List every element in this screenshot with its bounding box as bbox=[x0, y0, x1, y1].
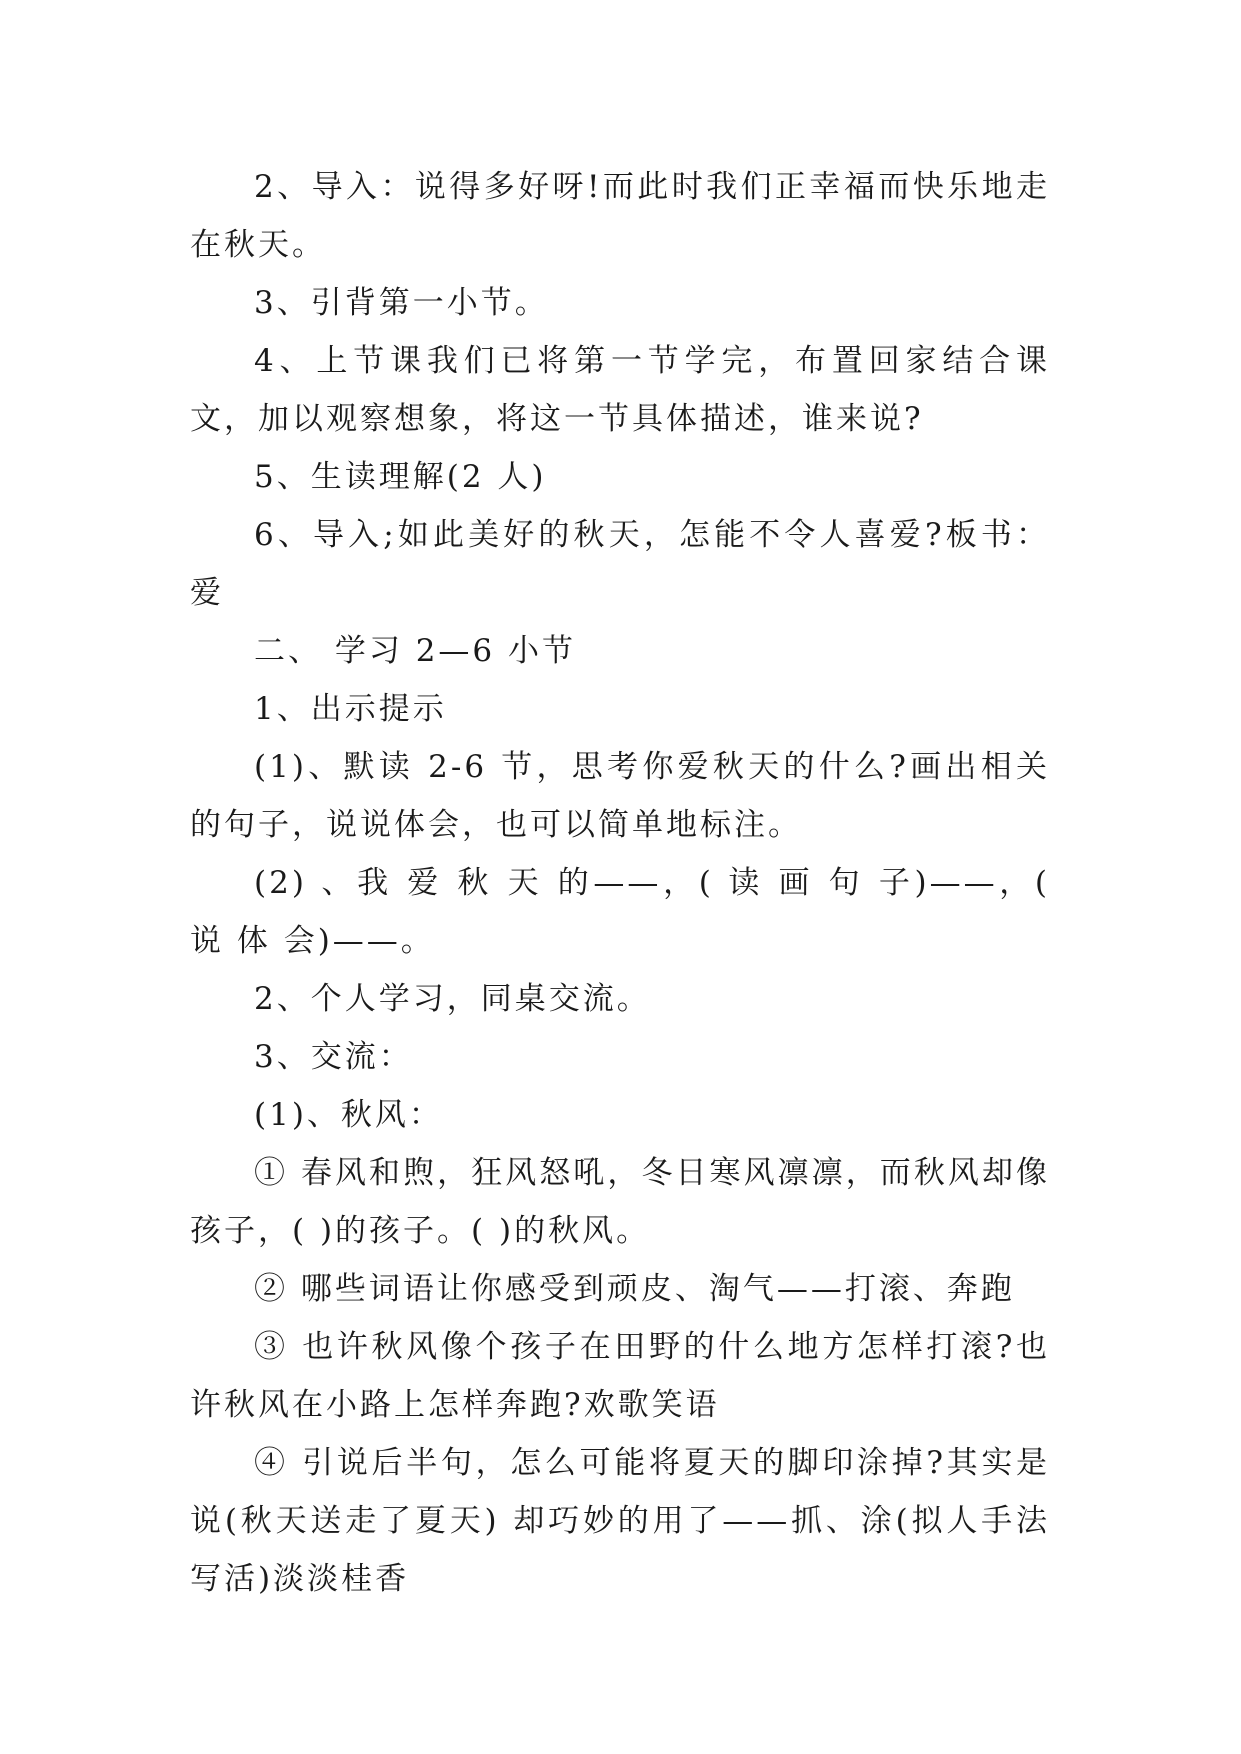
paragraph-14: ③ 也许秋风像个孩子在田野的什么地方怎样打滚?也许秋风在小路上怎样奔跑?欢歌笑语 bbox=[190, 1329, 1050, 1423]
paragraph-10: 3、交流： bbox=[254, 1039, 413, 1075]
paragraph-15: ④ 引说后半句，怎么可能将夏天的脚印涂掉?其实是说(秋天送走了夏天) 却巧妙的用了——抓、涂(拟人手法写活)淡淡桂香 bbox=[190, 1445, 1050, 1597]
paragraph-11: (1)、秋风： bbox=[254, 1097, 443, 1133]
paragraph-5: 6、导入;如此美好的秋天，怎能不令人喜爱?板书：爱 bbox=[190, 517, 1050, 611]
section-heading-2: 二、 学习 2—6 小节 bbox=[254, 633, 577, 669]
paragraph-13: ② 哪些词语让你感受到顽皮、淘气——打滚、奔跑 bbox=[254, 1271, 1015, 1307]
paragraph-12: ① 春风和煦，狂风怒吼，冬日寒风凛凛，而秋风却像孩子，( )的孩子。( )的秋风。 bbox=[190, 1155, 1050, 1249]
paragraph-2: 3、引背第一小节。 bbox=[254, 285, 549, 321]
paragraph-7: (1)、默读 2-6 节，思考你爱秋天的什么?画出相关的句子，说说体会，也可以简单地标注。 bbox=[190, 749, 1050, 843]
paragraph-6: 1、出示提示 bbox=[254, 691, 447, 727]
paragraph-8: (2) 、我 爱 秋 天 的——，( 读 画 句 子)——，( 说 体 会)——。 bbox=[190, 865, 1050, 959]
paragraph-4: 5、生读理解(2 人) bbox=[254, 459, 547, 495]
paragraph-9: 2、个人学习，同桌交流。 bbox=[254, 981, 651, 1017]
paragraph-1: 2、导入：说得多好呀!而此时我们正幸福而快乐地走在秋天。 bbox=[190, 169, 1050, 263]
paragraph-3: 4、上节课我们已将第一节学完，布置回家结合课文，加以观察想象，将这一节具体描述，谁来说? bbox=[190, 343, 1050, 437]
document-body bbox=[190, 158, 1050, 1608]
